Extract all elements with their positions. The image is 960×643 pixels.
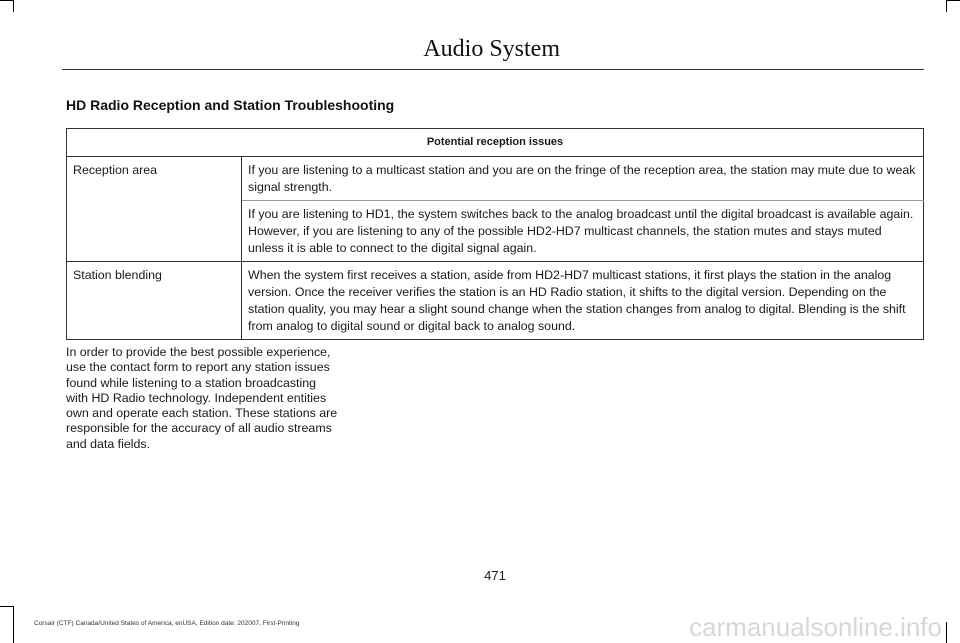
crop-mark	[0, 0, 13, 1]
table-cell: If you are listening to a multicast station and you are on the fringe of the reception area, the station may mute due to weak signal strength.	[242, 157, 924, 201]
table-row-label: Reception area	[67, 157, 242, 262]
table-cell: If you are listening to HD1, the system switches back to the analog broadcast until the digital broadcast is available again. However, if you are listening to any of the possible HD2-HD7 multicast channels, the station mutes and stays muted unless it is able to connect to the digital signal again.	[242, 201, 924, 262]
header-divider	[62, 69, 924, 70]
section-heading: HD Radio Reception and Station Troubleshooting	[66, 97, 395, 113]
footer-edition-info: Corsair (CTF) Canada/United States of America, enUSA, Edition date: 202007, First-Printing	[34, 620, 300, 627]
crop-mark	[0, 606, 13, 607]
reception-issues-table	[66, 128, 924, 340]
watermark-text: carmanualsonline.info	[689, 612, 942, 642]
crop-mark	[946, 622, 947, 643]
crop-mark	[13, 606, 14, 643]
page-title: Audio System	[423, 36, 560, 62]
crop-mark	[946, 0, 960, 1]
body-paragraph: In order to provide the best possible experience, use the contact form to report any station issues found while listening to a station broadcasting with HD Radio technology. Independent entities own and operate each station. These stations are responsible for the accuracy of all audio streams and data fields.	[66, 345, 338, 451]
table-row-label: Station blending	[67, 262, 242, 340]
table-caption: Potential reception issues	[67, 129, 924, 157]
crop-mark	[13, 0, 14, 12]
crop-mark	[946, 0, 947, 12]
table-cell: When the system first receives a station, aside from HD2-HD7 multicast stations, it first plays the station in the analog version. Once the receiver verifies the station is an HD Radio station, it shifts to the digital version. Depending on the station quality, you may hear a slight sound change when the station changes from analog to digital. Blending is the shift from analog to digital sound or digital back to analog sound.	[242, 262, 924, 340]
page-number: 471	[484, 568, 506, 583]
